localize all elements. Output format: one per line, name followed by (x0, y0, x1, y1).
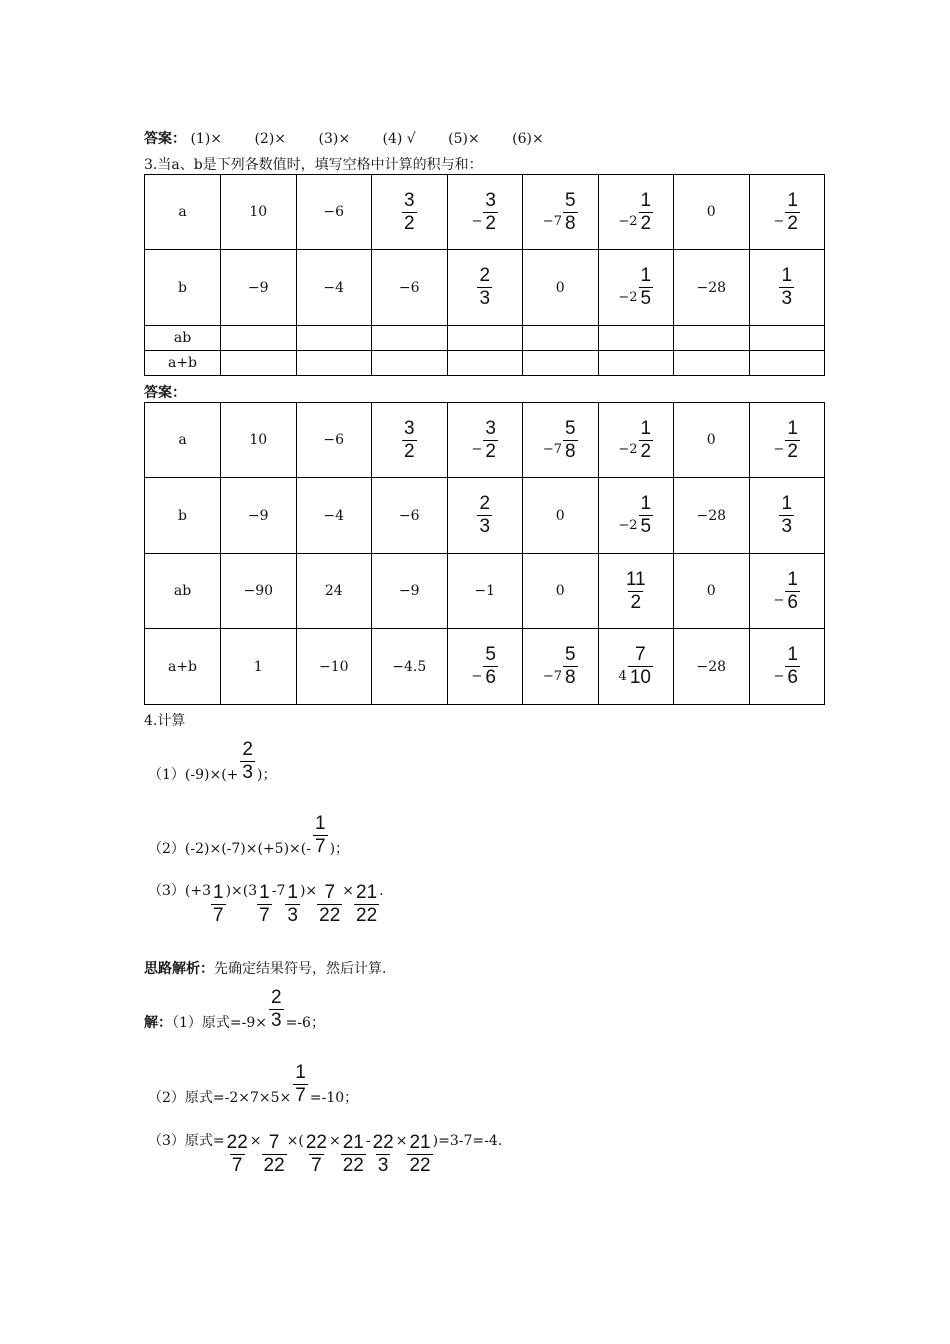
fraction-prefix: −7 (542, 442, 563, 457)
solution-text: × (329, 1133, 341, 1149)
denominator: 6 (485, 667, 496, 688)
fraction (639, 266, 654, 309)
table-cell (749, 629, 825, 705)
fraction (402, 419, 417, 462)
q3-title: 3.当a、b是下列各数值时，填写空格中计算的积与和： (144, 157, 483, 173)
fraction-prefix: −7 (542, 214, 563, 229)
solution-3 (148, 1130, 502, 1176)
fraction (563, 645, 578, 688)
table-cell: −9 (221, 478, 297, 554)
solution-text: ×( (286, 1133, 304, 1149)
numerator: 3 (485, 189, 496, 211)
solution-text: =-10； (309, 1090, 359, 1106)
empty-cell (447, 351, 523, 376)
fraction (639, 191, 654, 234)
fraction (269, 988, 284, 1031)
empty-cell (221, 326, 297, 351)
fraction (477, 494, 492, 537)
fraction-prefix: − (773, 668, 785, 684)
table-cell: 10 (221, 175, 297, 250)
fraction-prefix: − (471, 442, 483, 457)
denominator: 2 (630, 591, 642, 613)
answer-item: (5)× (448, 131, 480, 147)
numerator: 3 (403, 417, 415, 439)
problem-text: )× (299, 883, 318, 899)
row-label: b (145, 250, 221, 326)
fraction (285, 883, 300, 926)
numerator: 22 (305, 1132, 327, 1153)
fraction (371, 1133, 396, 1176)
numerator: 21 (356, 882, 378, 903)
empty-cell (372, 351, 448, 376)
table-cell (598, 403, 674, 478)
table-cell (598, 478, 674, 554)
denominator: 8 (565, 667, 576, 688)
table-row (145, 175, 825, 250)
q3-answer-table (144, 402, 825, 705)
numerator: 21 (342, 1132, 364, 1153)
row-label: b (145, 478, 221, 554)
denominator: 8 (565, 440, 576, 462)
denominator: 3 (479, 516, 491, 537)
numerator: 7 (324, 882, 336, 903)
empty-cell (598, 326, 674, 351)
q3-input-table (144, 174, 825, 376)
table-cell (447, 629, 523, 705)
analysis (144, 958, 386, 978)
numerator: 1 (787, 644, 798, 666)
fraction-prefix: −2 (618, 289, 638, 305)
denominator: 22 (409, 1154, 431, 1176)
denominator: 3 (781, 516, 793, 537)
fraction-prefix: − (773, 214, 785, 229)
table-cell: 0 (523, 250, 599, 326)
denominator: 7 (295, 1084, 306, 1106)
table-cell: 1 (221, 629, 297, 705)
denominator: 8 (565, 212, 576, 234)
table-cell: −4.5 (372, 629, 448, 705)
analysis-text: 先确定结果符号，然后计算. (214, 961, 387, 977)
fraction (225, 1133, 250, 1176)
problem-1 (148, 739, 277, 807)
solution-text: （1）原式=-9× (172, 1015, 268, 1031)
solution-label: 解： (144, 1015, 172, 1031)
table-cell (598, 175, 674, 250)
empty-cell (523, 351, 599, 376)
table-cell: −6 (372, 250, 448, 326)
fraction-prefix: −2 (618, 442, 638, 457)
answer-item: (2)× (254, 131, 287, 147)
table-row (145, 554, 825, 629)
fraction (262, 1133, 287, 1176)
analysis-label: 思路解析： (144, 961, 214, 977)
table-cell (523, 175, 599, 250)
problem-text: （1）(-9)×(+ (148, 767, 239, 783)
numerator: 22 (372, 1132, 394, 1153)
fraction (779, 266, 794, 309)
denominator: 7 (231, 1154, 243, 1176)
empty-cell (749, 326, 825, 351)
table-cell: −4 (296, 478, 372, 554)
denominator: 6 (787, 667, 798, 688)
numerator: 5 (485, 644, 496, 666)
denominator: 2 (403, 212, 415, 234)
numerator: 5 (565, 189, 576, 211)
fraction (639, 419, 654, 462)
table-row (145, 629, 825, 705)
table-cell (749, 175, 825, 250)
denominator: 5 (640, 288, 652, 309)
numerator: 1 (287, 882, 298, 903)
denominator: 2 (485, 440, 496, 462)
numerator: 1 (781, 493, 793, 515)
solution-text: =-6； (285, 1015, 325, 1031)
denominator: 7 (314, 835, 326, 857)
empty-cell (749, 351, 825, 376)
numerator: 1 (640, 189, 652, 211)
denominator: 3 (242, 761, 253, 783)
answer-item: (6)× (512, 131, 544, 147)
fraction (407, 1133, 432, 1176)
empty-cell (447, 326, 523, 351)
table-cell: −6 (296, 175, 372, 250)
numerator: 1 (781, 265, 793, 287)
table-cell (372, 403, 448, 478)
problem-text: )×(3 (225, 883, 258, 899)
table-cell: −28 (674, 478, 750, 554)
denominator: 3 (271, 1009, 282, 1031)
table-cell: 0 (674, 175, 750, 250)
problem-2 (148, 813, 350, 881)
denominator: 5 (640, 516, 652, 537)
fraction (240, 740, 255, 783)
table-cell (523, 403, 599, 478)
fraction (779, 494, 794, 537)
fraction (341, 1133, 366, 1176)
table-cell: −4 (296, 250, 372, 326)
denominator: 22 (342, 1154, 364, 1176)
problem-text: × (342, 883, 355, 899)
table-cell (749, 403, 825, 478)
table-row (145, 250, 825, 326)
fraction (402, 191, 417, 234)
table-cell: −10 (296, 629, 372, 705)
fraction-prefix: − (773, 442, 785, 457)
fraction (313, 814, 328, 857)
denominator: 22 (263, 1154, 285, 1176)
denominator: 2 (787, 440, 798, 462)
solution-text: （3）原式= (148, 1133, 225, 1149)
fraction-prefix: −2 (618, 214, 638, 229)
fraction (628, 645, 653, 688)
solution-text: （2）原式=-2×7×5× (148, 1090, 292, 1106)
fraction-prefix: −2 (618, 517, 638, 533)
table-cell: 24 (296, 554, 372, 629)
numerator: 1 (314, 813, 326, 834)
empty-cell (296, 326, 372, 351)
table-cell: −6 (296, 403, 372, 478)
table-cell (749, 250, 825, 326)
numerator: 1 (787, 568, 798, 590)
table-row (145, 351, 825, 376)
numerator: 1 (787, 417, 798, 439)
numerator: 2 (242, 739, 253, 760)
fraction (785, 419, 800, 462)
table-cell: 0 (674, 403, 750, 478)
problem-text: （2）(-2)×(-7)×(+5)×(- (148, 841, 311, 857)
q4-title: 4.计算 (144, 713, 186, 729)
answer-item: (4) √ (382, 131, 416, 147)
table-cell (447, 478, 523, 554)
fraction (563, 419, 578, 462)
answer-item: (3)× (318, 131, 351, 147)
solution-text: × (249, 1133, 262, 1149)
numerator: 1 (640, 265, 652, 287)
numerator: 2 (479, 493, 491, 515)
denominator: 2 (485, 212, 496, 234)
problem-text: -7 (271, 883, 286, 899)
fraction (639, 494, 654, 537)
denominator: 7 (213, 904, 224, 926)
denominator: 3 (781, 288, 793, 309)
denominator: 3 (377, 1154, 389, 1176)
table-cell: −1 (447, 554, 523, 629)
numerator: 3 (485, 417, 496, 439)
fraction (304, 1133, 329, 1176)
denominator: 10 (629, 667, 651, 688)
empty-cell (674, 326, 750, 351)
table-cell: −9 (221, 250, 297, 326)
table-cell (749, 478, 825, 554)
denominator: 3 (287, 904, 298, 926)
fraction (563, 191, 578, 234)
numerator: 7 (635, 644, 646, 666)
numerator: 1 (640, 493, 652, 515)
denominator: 6 (787, 591, 798, 613)
table-row (145, 478, 825, 554)
denominator: 2 (640, 212, 652, 234)
table-cell: 0 (674, 554, 750, 629)
numerator: 1 (787, 189, 798, 211)
table-cell: 10 (221, 403, 297, 478)
table-cell (523, 629, 599, 705)
empty-cell (296, 351, 372, 376)
row-label: a+b (145, 629, 221, 705)
denominator: 2 (403, 440, 415, 462)
problem-text: )； (256, 767, 277, 783)
table-cell: −6 (372, 478, 448, 554)
numerator: 2 (479, 265, 491, 287)
numerator: 1 (213, 882, 224, 903)
fraction (293, 1063, 308, 1106)
numerator: 7 (268, 1132, 280, 1153)
empty-cell (674, 351, 750, 376)
denominator: 22 (356, 904, 378, 926)
denominator: 2 (787, 212, 798, 234)
numerator: 1 (640, 417, 652, 439)
denominator: 2 (640, 440, 652, 462)
fraction-prefix: −7 (542, 668, 563, 684)
fraction (257, 883, 272, 926)
problem-text: )； (329, 841, 350, 857)
numerator: 2 (271, 987, 282, 1008)
row-label: ab (145, 326, 221, 351)
solution-text: × (395, 1133, 408, 1149)
table-cell (598, 250, 674, 326)
table-cell: −28 (674, 629, 750, 705)
numerator: 22 (226, 1132, 248, 1153)
fraction-prefix: 4 (618, 668, 627, 684)
fraction (483, 419, 498, 462)
fraction (483, 191, 498, 234)
problem-3 (148, 880, 384, 926)
table-cell (447, 175, 523, 250)
fraction (785, 570, 800, 613)
row-label: ab (145, 554, 221, 629)
table-cell (447, 250, 523, 326)
answer-item: (1)× (190, 131, 223, 147)
numerator: 5 (565, 417, 576, 439)
fraction (354, 883, 379, 926)
fraction (785, 191, 800, 234)
solution-1 (144, 987, 325, 1055)
empty-cell (598, 351, 674, 376)
table-cell (749, 554, 825, 629)
fraction-prefix: − (471, 668, 483, 684)
fraction (477, 266, 492, 309)
numerator: 1 (259, 882, 270, 903)
fraction (483, 645, 498, 688)
solution-text: )=3-7=-4. (432, 1133, 503, 1149)
q3-answer-label: 答案： (144, 385, 186, 401)
denominator: 3 (479, 288, 491, 309)
table-cell (372, 175, 448, 250)
table-cell (598, 554, 674, 629)
table-cell: 0 (523, 554, 599, 629)
denominator: 22 (319, 904, 341, 926)
fraction (785, 645, 800, 688)
fraction (624, 570, 648, 613)
problem-text: （3）(+3 (148, 883, 212, 899)
empty-cell (523, 326, 599, 351)
fraction (317, 883, 342, 926)
table-row (145, 326, 825, 351)
row-label: a (145, 403, 221, 478)
fraction-prefix: − (773, 593, 785, 608)
numerator: 21 (409, 1132, 431, 1153)
table-row (145, 403, 825, 478)
solution-text: - (365, 1133, 371, 1149)
fraction-prefix: − (471, 214, 483, 229)
empty-cell (372, 326, 448, 351)
table-cell: −9 (372, 554, 448, 629)
table-cell: 0 (523, 478, 599, 554)
table-cell: −28 (674, 250, 750, 326)
problem-text: . (379, 883, 384, 899)
numerator: 5 (565, 644, 576, 666)
table-cell: −90 (221, 554, 297, 629)
numerator: 1 (295, 1062, 306, 1083)
answer-label: 答案： (144, 131, 186, 147)
solution-2 (148, 1062, 359, 1130)
table-cell (447, 403, 523, 478)
empty-cell (221, 351, 297, 376)
answer-line (144, 128, 544, 148)
denominator: 7 (311, 1154, 322, 1176)
row-label: a+b (145, 351, 221, 376)
row-label: a (145, 175, 221, 250)
numerator: 11 (625, 568, 646, 590)
fraction (211, 883, 226, 926)
numerator: 3 (403, 189, 415, 211)
table-cell (598, 629, 674, 705)
denominator: 7 (259, 904, 270, 926)
